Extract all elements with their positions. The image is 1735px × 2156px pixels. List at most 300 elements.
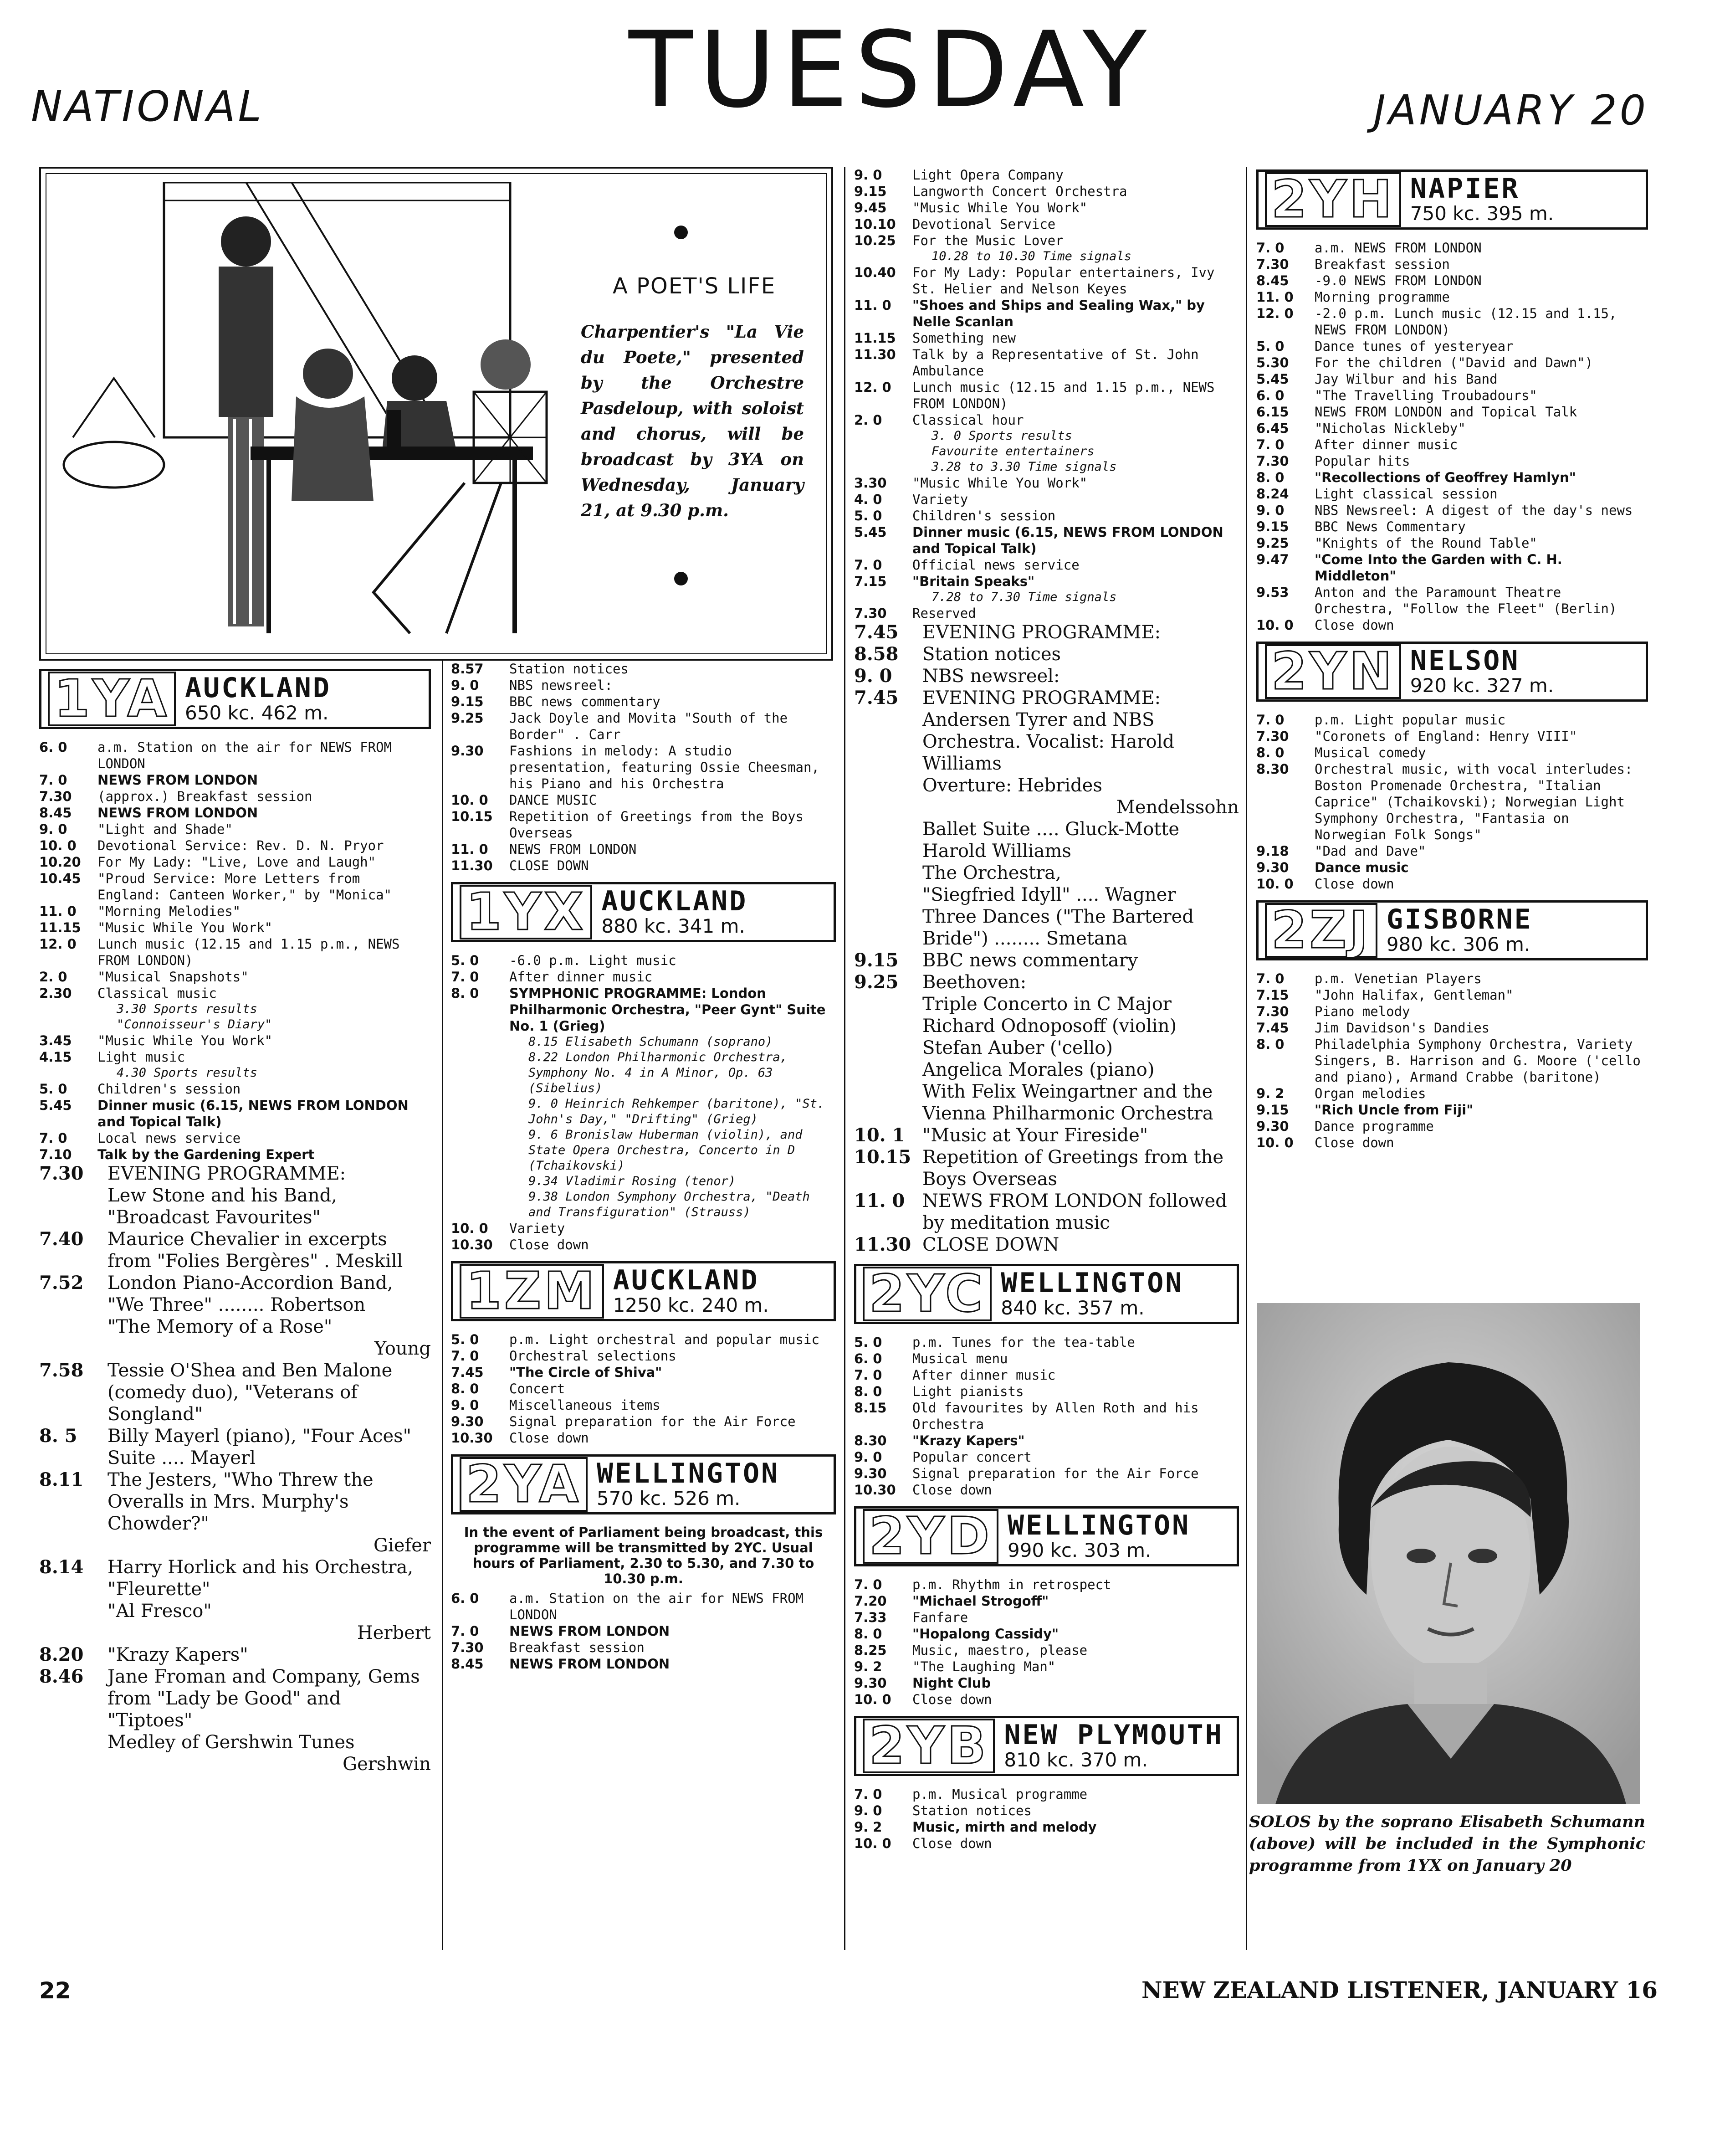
programme-entry [854, 1124, 1239, 1146]
programme-detail: Herbert [357, 1622, 431, 1643]
column-3 [854, 167, 1239, 1955]
programme-entry [854, 524, 1239, 557]
programme-detail: Richard Odnoposoff (violin) [922, 1016, 1177, 1037]
programme-time: 6. 0 [451, 1591, 479, 1606]
programme-entry [39, 1081, 431, 1097]
programme-entry [1256, 240, 1648, 256]
programme-entry [39, 1146, 431, 1163]
programme-entry [1256, 744, 1648, 761]
programme-time: 8.25 [854, 1643, 887, 1658]
programme-time: 11.15 [854, 330, 896, 346]
programme-entry [451, 1656, 836, 1672]
programme-entry [451, 1331, 836, 1348]
programme-time: 7.45 [451, 1365, 484, 1380]
programme-time: 5. 0 [1256, 339, 1285, 354]
programme-entry [39, 1425, 431, 1469]
programme-time: 7. 0 [451, 1348, 479, 1364]
programme-time: 6.15 [1256, 404, 1289, 420]
programme-title: For My Lady: Popular entertainers, Ivy St. Helier and Nelson Keyes [912, 265, 1215, 297]
programme-entry [854, 167, 1239, 183]
programme-time: 11.30 [854, 1234, 911, 1255]
programme-entry [1256, 469, 1648, 486]
programme-entry [854, 379, 1239, 412]
programme-detail: "We Three" ........ Robertson [107, 1294, 366, 1315]
programme-time: 5. 0 [854, 1335, 882, 1350]
programme-entry [854, 643, 1239, 665]
programme-title: CLOSE DOWN [509, 858, 589, 873]
programme-title: p.m. Light popular music [1315, 712, 1506, 728]
programme-entry [854, 950, 1239, 971]
programme-title: "Proud Service: More Letters from England: Canteen Worker," by "Monica" [97, 871, 392, 903]
programme-title: Maurice Chevalier in excerpts from "Folies Bergères" . Meskill [107, 1229, 403, 1272]
programme-entry [451, 857, 836, 874]
programme-title: NBS Newsreel: A digest of the day's news [1315, 503, 1633, 518]
programme-entry [854, 264, 1239, 297]
programme-title: Musical menu [912, 1351, 1008, 1366]
programme-time: 7. 0 [39, 772, 67, 788]
programme-entry [854, 183, 1239, 200]
programme-entry [1256, 1003, 1648, 1020]
programme-entry [1256, 453, 1648, 469]
programme-title: Philadelphia Symphony Orchestra, Variety Singers, B. Harrison and G. Moore ('cello and piano), Armand Crabbe (baritone) [1315, 1037, 1641, 1085]
programme-title: "Morning Melodies" [97, 903, 241, 919]
programme-time: 9.15 [1256, 1102, 1289, 1118]
programme-time: 4. 0 [854, 492, 882, 507]
programme-detail: "The Memory of a Rose" [107, 1316, 333, 1337]
station-header-2ya [451, 1454, 836, 1514]
programme-time: 4.15 [39, 1049, 72, 1065]
programme-title: "Michael Strogoff" [912, 1593, 1049, 1609]
programme-time: 9. 2 [854, 1659, 882, 1674]
programme-list-2yd [854, 1576, 1239, 1708]
programme-time: 9.30 [854, 1466, 887, 1481]
programme-detail: Medley of Gershwin Tunes [107, 1732, 355, 1753]
programme-entry [451, 677, 836, 693]
programme-list-2ya-part1 [451, 1590, 836, 1672]
programme-detail: Stefan Auber ('cello) [922, 1037, 1113, 1058]
programme-title: Light classical session [1315, 486, 1498, 502]
programme-title: Beethoven: [922, 972, 1027, 993]
programme-time: 5. 0 [451, 1332, 479, 1347]
programme-entry [854, 687, 1239, 775]
programme-time: 12. 0 [39, 936, 77, 952]
programme-entry [854, 573, 1239, 590]
programme-time: 7.15 [854, 574, 887, 589]
programme-entry [1256, 518, 1648, 535]
station-frequency: 980 kc. 306 m. [1386, 933, 1530, 956]
programme-title: "The Circle of Shiva" [509, 1365, 662, 1380]
programme-title: London Piano-Accordion Band, [107, 1273, 393, 1294]
programme-time: 11. 0 [451, 842, 488, 857]
programme-time: 8. 0 [1256, 1037, 1285, 1052]
programme-title: -9.0 NEWS FROM LONDON [1315, 273, 1482, 288]
programme-time: 9.15 [451, 694, 484, 709]
programme-title: EVENING PROGRAMME: [107, 1163, 346, 1184]
programme-entry [854, 605, 1239, 621]
programme-entry [1256, 436, 1648, 453]
programme-title: Orchestral selections [509, 1348, 676, 1364]
programme-entry [1256, 1036, 1648, 1085]
programme-time: 8.58 [854, 643, 899, 665]
programme-title: NEWS FROM LONDON [97, 772, 258, 788]
programme-title: Music, maestro, please [912, 1643, 1088, 1658]
programme-time: 5.45 [1256, 371, 1289, 387]
programme-time: 11. 0 [854, 1190, 905, 1211]
programme-list-2yn [1256, 712, 1648, 892]
programme-entry [854, 1819, 1239, 1835]
programme-time: 9.30 [451, 743, 484, 759]
programme-entry [39, 903, 431, 919]
programme-time: 3.45 [39, 1033, 72, 1048]
programme-entry [451, 743, 836, 792]
programme-time: 2. 0 [39, 969, 67, 985]
programme-title: Popular concert [912, 1449, 1032, 1465]
programme-entry [39, 1032, 431, 1049]
programme-title: Jim Davidson's Dandies [1315, 1020, 1490, 1036]
programme-entry [1256, 584, 1648, 617]
programme-time: 5. 0 [39, 1081, 67, 1097]
programme-title: Piano melody [1315, 1004, 1410, 1019]
station-header-2yb [854, 1716, 1239, 1776]
programme-time: 10.10 [854, 216, 896, 232]
programme-title: Dinner music (6.15, NEWS FROM LONDON and Topical Talk) [97, 1098, 409, 1129]
programme-list-2yb [854, 1786, 1239, 1852]
programme-title: "Come Into the Garden with C. H. Middleton" [1315, 552, 1562, 584]
programme-entry [854, 475, 1239, 491]
programme-title: Close down [912, 1482, 992, 1498]
programme-entry [854, 1609, 1239, 1626]
programme-entry [451, 952, 836, 969]
programme-title: Tessie O'Shea and Ben Malone (comedy duo), "Veterans of Songland" [107, 1360, 393, 1425]
programme-time: 10.45 [39, 871, 81, 886]
programme-title: "Music While You Work" [912, 200, 1088, 216]
programme-subline: 4.30 Sports results [117, 1066, 257, 1080]
programme-time: 12. 0 [854, 380, 891, 395]
programme-title: p.m. Light orchestral and popular music [509, 1332, 819, 1347]
programme-entry [39, 1163, 431, 1185]
programme-entry [39, 837, 431, 854]
programme-title: a.m. Station on the air for NEWS FROM LONDON [509, 1591, 804, 1622]
column-4 [1256, 167, 1648, 1292]
programme-detail: Angelica Morales (piano) [922, 1059, 1155, 1080]
programme-entry [854, 1146, 1239, 1190]
programme-title: p.m. Rhythm in retrospect [912, 1577, 1111, 1592]
programme-title: SYMPHONIC PROGRAMME: London Philharmonic Orchestra, "Peer Gynt" Suite No. 1 (Grieg) [509, 986, 826, 1034]
feature-text: Charpentier's "La Vie du Poete," presented by the Orchestre Pasdeloup, with soloist and chorus, will be broadcast by 3YA on Wednesday, January 21, at 9.30 p.m. [581, 322, 804, 520]
programme-entry [1256, 1020, 1648, 1036]
programme-title: Close down [1315, 617, 1394, 633]
programme-time: 7.30 [451, 1640, 484, 1655]
programme-title: Harry Horlick and his Orchestra, [107, 1557, 414, 1578]
programme-title: Dinner music (6.15, NEWS FROM LONDON and Topical Talk) [912, 524, 1223, 556]
station-call-sign: 2YA [460, 1457, 588, 1512]
programme-entry [1256, 502, 1648, 518]
programme-entry [451, 1430, 836, 1446]
programme-entry [1256, 535, 1648, 551]
station-city: AUCKLAND [601, 885, 748, 918]
programme-time: 9.47 [1256, 552, 1289, 567]
programme-time: 9. 0 [451, 1397, 479, 1413]
programme-time: 7. 0 [854, 557, 882, 573]
programme-time: 9. 2 [854, 1819, 882, 1835]
programme-title: Night Club [912, 1675, 991, 1691]
programme-entry [1256, 371, 1648, 387]
programme-title: Breakfast session [1315, 257, 1450, 272]
programme-entry [1256, 1085, 1648, 1102]
programme-title: The Jesters, "Who Threw the Overalls in Mrs. Murphy's Chowder?" [107, 1469, 374, 1534]
programme-subline: 3.28 to 3.30 Time signals [931, 460, 1117, 474]
column-rule [442, 661, 443, 1950]
programme-title: Jay Wilbur and his Band [1315, 371, 1498, 387]
programme-title: a.m. Station on the air for NEWS FROM LONDON [97, 739, 392, 771]
programme-subline: 8.22 London Philharmonic Orchestra, Symphony No. 4 in A Minor, Op. 63 (Sibelius) [528, 1050, 788, 1095]
station-call-sign: 1YA [48, 672, 176, 726]
programme-entry [1256, 338, 1648, 354]
programme-list-1ya-cont [451, 661, 836, 874]
programme-title: Orchestral music, with vocal interludes: Boston Promenade Orchestra, "Italian Caprice" (Tchaikovski); Norwegian Light Symphony Orchestra, "Fantasia on Norwegian Folk Songs" [1315, 761, 1633, 842]
programme-time: 7.45 [854, 687, 899, 708]
station-call-sign: 1ZM [460, 1264, 604, 1319]
page-number: 22 [39, 1977, 71, 2004]
programme-title: -6.0 p.m. Light music [509, 953, 676, 968]
programme-time: 10.15 [854, 1146, 911, 1168]
station-header-2yc [854, 1264, 1239, 1324]
programme-title: Station notices [922, 644, 1061, 665]
programme-detail: Gershwin [343, 1754, 431, 1775]
programme-detail: "Broadcast Favourites" [107, 1207, 321, 1228]
programme-entry [1256, 256, 1648, 272]
programme-title: "John Halifax, Gentleman" [1315, 987, 1514, 1003]
programme-entry [854, 200, 1239, 216]
programme-time: 10.30 [451, 1430, 493, 1446]
station-frequency: 990 kc. 303 m. [1008, 1539, 1152, 1562]
programme-title: Light Opera Company [912, 167, 1064, 183]
programme-entry [1256, 1102, 1648, 1118]
programme-time: 6. 0 [1256, 388, 1285, 403]
programme-time: 8. 0 [451, 986, 479, 1001]
programme-entry [854, 1234, 1239, 1256]
programme-title: Close down [912, 1836, 992, 1851]
programme-title: "Krazy Kapers" [107, 1644, 248, 1665]
programme-time: 9.30 [1256, 1119, 1289, 1134]
programme-title: "Music While You Work" [97, 1033, 273, 1048]
programme-time: 12. 0 [1256, 306, 1294, 321]
programme-time: 8.24 [1256, 486, 1289, 502]
programme-entry [39, 936, 431, 969]
programme-entry [854, 491, 1239, 508]
programme-time: 8.30 [1256, 761, 1289, 777]
programme-entry [451, 1220, 836, 1237]
programme-title: Close down [509, 1237, 589, 1253]
programme-title: "Knights of the Round Table" [1315, 535, 1537, 551]
programme-entry [39, 1228, 431, 1272]
programme-list-2yc [854, 1334, 1239, 1498]
programme-time: 9.30 [854, 1675, 887, 1691]
programme-title: Concert [509, 1381, 565, 1396]
programme-title: Organ melodies [1315, 1086, 1426, 1101]
programme-title: Lunch music (12.15 and 1.15 p.m., NEWS FROM LONDON) [97, 936, 400, 968]
programme-entry [39, 870, 431, 903]
programme-title: "Music While You Work" [97, 920, 273, 935]
programme-title: Station notices [509, 661, 629, 677]
programme-entry [854, 1658, 1239, 1675]
programme-entry [39, 1644, 431, 1666]
programme-entry [451, 1348, 836, 1364]
programme-entry [39, 788, 431, 805]
programme-detail: Triple Concerto in C Major [922, 994, 1172, 1015]
programme-subline: 3.30 Sports results [117, 1002, 257, 1016]
programme-time: 9. 0 [854, 665, 892, 687]
programme-entry [854, 1432, 1239, 1449]
parliament-notice: In the event of Parliament being broadcast, this programme will be transmitted by 2YC. Usual hours of Parliament, 2.30 to 5.30, and 7.30 to 10.30 p.m. [464, 1525, 823, 1586]
programme-entry [1256, 876, 1648, 892]
programme-title: Classical music [97, 986, 217, 1001]
station-header-2yn [1256, 642, 1648, 702]
programme-subline: Favourite entertainers [931, 444, 1095, 458]
programme-title: EVENING PROGRAMME: Andersen Tyrer and NBS Orchestra. Vocalist: Harold Williams [922, 688, 1175, 774]
programme-time: 8. 5 [39, 1425, 77, 1447]
programme-time: 9.45 [854, 200, 887, 216]
programme-time: 10. 0 [854, 1836, 891, 1851]
date-label: JANUARY 20 [1373, 87, 1648, 134]
programme-title: -2.0 p.m. Lunch music (12.15 and 1.15, NEWS FROM LONDON) [1315, 306, 1617, 338]
programme-detail: With Felix Weingartner and the Vienna Philharmonic Orchestra [922, 1081, 1213, 1124]
programme-title: Reserved [912, 606, 976, 621]
programme-time: 10. 0 [451, 1221, 488, 1236]
station-call-sign: 2YC [863, 1267, 992, 1321]
programme-time: 2.30 [39, 986, 72, 1001]
programme-title: "Britain Speaks" [912, 574, 1035, 589]
programme-detail: Giefer [373, 1535, 431, 1556]
programme-entry [39, 969, 431, 985]
programme-entry [854, 1642, 1239, 1658]
programme-time: 7.58 [39, 1360, 84, 1381]
programme-time: 8.57 [451, 661, 484, 677]
programme-entry [854, 557, 1239, 573]
programme-time: 6. 0 [39, 739, 67, 755]
programme-time: 11. 0 [39, 903, 77, 919]
column-rule [1246, 167, 1247, 1950]
programme-time: 11.30 [451, 858, 493, 873]
programme-entry [854, 1576, 1239, 1593]
programme-title: Dance tunes of yesteryear [1315, 339, 1514, 354]
programme-time: 7.10 [39, 1147, 72, 1162]
programme-entry [1256, 843, 1648, 859]
programme-entry [1256, 712, 1648, 728]
programme-title: Fashions in melody: A studio presentation, featuring Ossie Cheesman, his Piano and his Orchestra [509, 743, 819, 791]
programme-entry [451, 1639, 836, 1656]
programme-title: Jack Doyle and Movita "South of the Border" . Carr [509, 710, 788, 742]
programme-time: 7. 0 [451, 1623, 479, 1639]
programme-entry [39, 1049, 431, 1065]
programme-time: 7.30 [39, 1163, 84, 1184]
programme-title: NEWS FROM LONDON and Topical Talk [1315, 404, 1577, 420]
programme-time: 10.20 [39, 854, 81, 870]
programme-entry [854, 346, 1239, 379]
programme-entry [854, 1786, 1239, 1802]
station-city: NAPIER [1410, 173, 1520, 205]
programme-entry [854, 1691, 1239, 1708]
programme-entry [1256, 486, 1648, 502]
programme-list-1ya [39, 739, 431, 1775]
programme-detail: Three Dances ("The Bartered Bride") ........ Smetana [922, 906, 1194, 949]
programme-title: Devotional Service: Rev. D. N. Pryor [97, 838, 384, 853]
photo-caption: SOLOS by the soprano Elisabeth Schumann (above) will be included in the Symphonic programme from 1YX on January 20 [1249, 1812, 1645, 1875]
programme-time: 9. 2 [1256, 1086, 1285, 1101]
programme-title: Musical comedy [1315, 745, 1426, 760]
programme-entry [451, 1364, 836, 1381]
programme-title: Jane Froman and Company, Gems from "Lady be Good" and "Tiptoes" [107, 1666, 420, 1731]
station-city: NEW PLYMOUTH [1004, 1719, 1223, 1751]
programme-title: Close down [509, 1430, 589, 1446]
programme-entry [1256, 289, 1648, 305]
programme-title: p.m. Venetian Players [1315, 971, 1482, 986]
programme-title: p.m. Tunes for the tea-table [912, 1335, 1135, 1350]
programme-entry [1256, 987, 1648, 1003]
programme-detail: "Siegfried Idyll" .... Wagner [922, 884, 1176, 905]
programme-time: 5. 0 [451, 953, 479, 968]
station-city: WELLINGTON [597, 1458, 780, 1490]
programme-entry [854, 1190, 1239, 1234]
programme-entry [1256, 305, 1648, 338]
programme-time: 6. 0 [854, 1351, 882, 1366]
programme-title: DANCE MUSIC [509, 792, 597, 808]
programme-title: Something new [912, 330, 1016, 346]
programme-entry [854, 216, 1239, 232]
station-call-sign: 2ZJ [1265, 903, 1377, 958]
programme-title: "Coronets of England: Henry VIII" [1315, 729, 1577, 744]
programme-entry [1256, 551, 1648, 584]
publication-footer: NEW ZEALAND LISTENER, JANUARY 16 [1141, 1976, 1658, 2003]
programme-time: 5. 0 [854, 508, 882, 524]
programme-title: Station notices [912, 1803, 1032, 1818]
programme-entry [854, 1334, 1239, 1350]
programme-time: 7.45 [854, 621, 899, 643]
station-frequency: 1250 kc. 240 m. [613, 1294, 769, 1317]
station-frequency: 920 kc. 327 m. [1410, 674, 1554, 697]
programme-time: 3.30 [854, 475, 887, 491]
programme-time: 8.20 [39, 1644, 84, 1665]
programme-title: Signal preparation for the Air Force [509, 1414, 796, 1429]
programme-time: 10. 0 [854, 1692, 891, 1707]
programme-time: 7. 0 [854, 1786, 882, 1802]
station-frequency: 570 kc. 526 m. [597, 1487, 741, 1510]
programme-title: Music, mirth and melody [912, 1819, 1097, 1835]
station-call-sign: 2YH [1265, 172, 1401, 227]
programme-time: 5.45 [854, 524, 887, 540]
feature-title: A POET'S LIFE [613, 273, 776, 299]
programme-time: 7.30 [1256, 257, 1289, 272]
programme-time: 7.33 [854, 1610, 887, 1625]
programme-time: 10. 0 [39, 838, 77, 853]
programme-title: Devotional Service [912, 216, 1056, 232]
programme-title: Morning programme [1315, 289, 1450, 305]
programme-title: Classical hour [912, 412, 1024, 428]
programme-time: 11. 0 [1256, 289, 1294, 305]
programme-entry [854, 1626, 1239, 1642]
programme-title: Popular hits [1315, 453, 1410, 469]
programme-title: Close down [912, 1692, 992, 1707]
programme-title: Repetition of Greetings from the Boys Overseas [509, 809, 804, 841]
programme-time: 10.15 [451, 809, 493, 824]
programme-title: "Dad and Dave" [1315, 843, 1426, 859]
programme-entry [854, 508, 1239, 524]
programme-time: 10. 0 [1256, 876, 1294, 892]
programme-entry [451, 1397, 836, 1413]
programme-time: 10. 0 [1256, 617, 1294, 633]
programme-entry [39, 985, 431, 1001]
programme-title: "The Laughing Man" [912, 1659, 1056, 1674]
